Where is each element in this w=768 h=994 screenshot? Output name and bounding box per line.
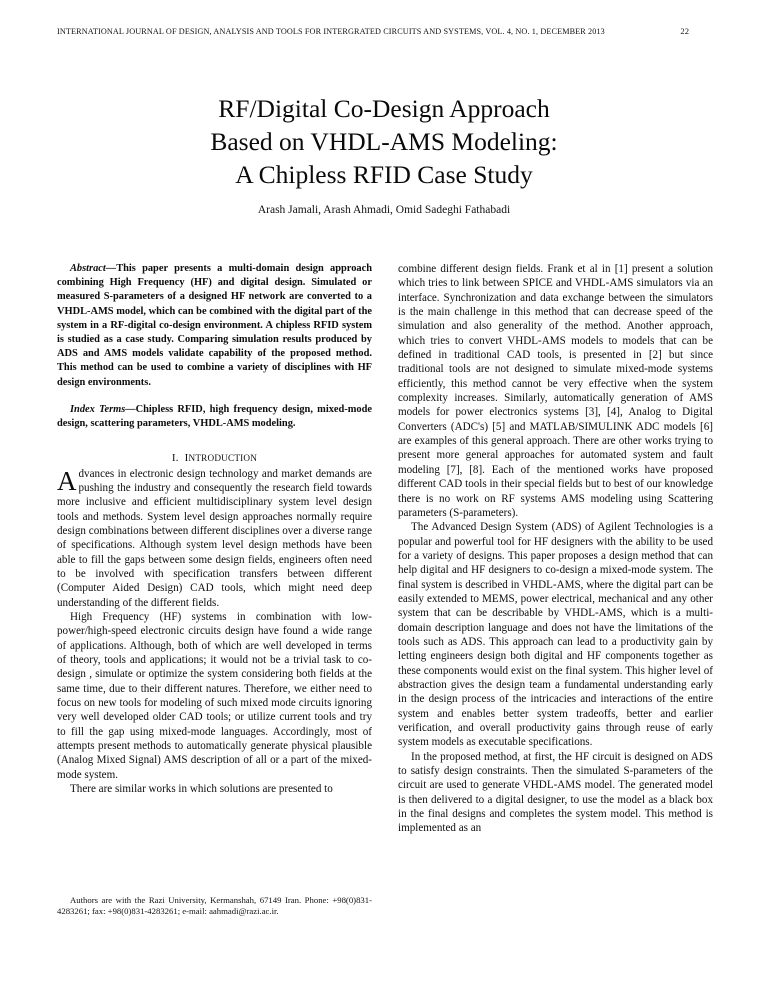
title-block [70, 92, 698, 191]
intro-paragraph-4: combine different design fields. Frank et al in [1] present a solution which tries to link between SPICE and VHDL-AMS simulators via an interface. Synchronization and data exchange between the simulators is the main challenge in this method that can decrease speed of the simulation and also generality of the method. Another approach, which tries to convert VHDL-AMS models to models that can be defined in traditional CAD tools, is presented in [2] but since traditional tools are not designed to simulate mixed-mode systems efficiently, this method cannot be very effective when the system complexity increases. Similarly, automatically generation of AMS models for power electronics systems [3], [4], Analog to Digital Converters (ADC's) [5] and MATLAB/SIMULINK ADC models [6] are examples of this general approach. There are other works trying to present more general approaches for automated system and fault modeling [7], [8]. Each of the mentioned works have proposed different CAD tools in their special fields but to best of our knowledge there is no work on RF systems AMS modeling using Scattering parameters (S-parameters). [398, 263, 713, 519]
section-heading-introduction [57, 451, 372, 465]
abstract-text: This paper presents a multi-domain design approach combining High Frequency (HF) and digital design. Simulated or measured S-parameters of a designed HF network are converted to a VHDL-AMS model, which can be combined with the digital part of the system in a RF-digital co-design environment. A chipless RFID system is studied as a case study. Comparing simulation results produced by ADS and AMS models validate capability of the proposed method. This method can be used to combine a variety of disciplines with HF design environments. [57, 263, 372, 388]
title-line-2: Based on VHDL-AMS Modeling: [210, 127, 558, 156]
intro-paragraph-2: High Frequency (HF) systems in combination with low-power/high-speed electronic circuits design have found a wide range of applications. Although, both of which are well developed in terms of theory, tools and applications; it would not be a trivial task to co-design , simulate or optimize the system considering both fields at the same time, due to their different natures. Therefore, we either need to focus on new tools for modeling of such mixed mode circuits ignoring very well developed older CAD tools; or utilize current tools and try to fill the gap using mixed-mode languages. Accordingly, most of attempts present methods to automatically generate physical plausible (Analog Mixed Signal) AMS description of all or a part of the mixed-mode system. [57, 611, 372, 781]
running-head-journal: INTERNATIONAL JOURNAL OF DESIGN, ANALYSIS AND TOOLS FOR INTERGRATED CIRCUITS AND SYSTEMS, VOL. 4, NO. 1, DECEMBER 2013 [57, 27, 605, 36]
intro-paragraph-5: The Advanced Design System (ADS) of Agilent Technologies is a popular and powerful tool for HF designers with the ability to be used for a variety of designs. This paper proposes a design method that can help digital and HF designers to co-design a mixed-mode system. The final system is described in VHDL-AMS, where the digital part can be easily extended to MEMS, power electrical, mechanical and any other system that can be describable by VHDL-AMS, which is a multi-domain description language and does not have the limitations of the tools such as ADS. This approach can lead to a productivity gain by letting engineers design both digital and HF components together as these components would exist on the final system. This higher level of abstraction gives the design team a fundamental understanding early in the design process of the intricacies and interactions of the entire system and enables better system tradeoffs, better and earlier verification, and overall productivity gains through reuse of early system models as executable specifications. [398, 521, 713, 749]
title-line-3: A Chipless RFID Case Study [235, 160, 533, 189]
section-number: I. [171, 452, 179, 465]
abstract-label: Abstract— [70, 263, 117, 274]
intro-paragraph-1-text: dvances in electronic design technology and market demands are pushing the industry and consequently the research field towards more inclusive and efficient multidisciplinary system level design tools and methods. System level design approaches normally require design combinations between different disciplines over a diverse range of specifications. Although system level design methods have been able to fill the gaps between some design fields, engineers often need to be involved with specification transfers between different (Computer Aided Design) CAD tools, which might need deep understanding of the different fields. [57, 467, 372, 609]
left-column [57, 262, 372, 952]
intro-paragraph-1 [57, 467, 372, 610]
section-title-rest: NTRODUCTION [188, 453, 258, 464]
abstract-paragraph [57, 262, 372, 390]
author-list: Arash Jamali, Arash Ahmadi, Omid Sadeghi Fathabadi [257, 204, 511, 216]
intro-paragraph-6: In the proposed method, at first, the HF circuit is designed on ADS to satisfy design constraints. Then the simulated S-parameters of the circuit are used to generate VHDL-AMS model. The generated model is then delivered to a digital designer, to use the model as a black box in the final designs and completes the system model. This method is implemented as an [398, 750, 713, 835]
section-title-first-letter: I [184, 452, 189, 465]
page-title [70, 92, 698, 191]
running-head [57, 26, 711, 40]
body-columns [57, 262, 713, 952]
index-terms-text: Chipless RFID, high frequency design, mixed-mode design, scattering parameters, VHDL-AMS modeling. [57, 403, 372, 430]
index-terms-label: Index Terms— [70, 403, 136, 415]
running-head-page-number: 22 [680, 26, 689, 36]
intro-paragraph-3: There are similar works in which solutions are presented to [70, 783, 333, 796]
right-column [398, 262, 713, 952]
title-line-1: RF/Digital Co-Design Approach [218, 94, 550, 123]
index-terms-paragraph [57, 403, 372, 431]
author-affiliation-footnote: Authors are with the Razi University, Kermanshah, 67149 Iran. Phone: +98(0)831-4283261; fax: +98(0)831-4283261; e-mail: aahmadi@razi.ac.ir. [57, 895, 372, 917]
drop-cap-letter: A [57, 465, 77, 496]
